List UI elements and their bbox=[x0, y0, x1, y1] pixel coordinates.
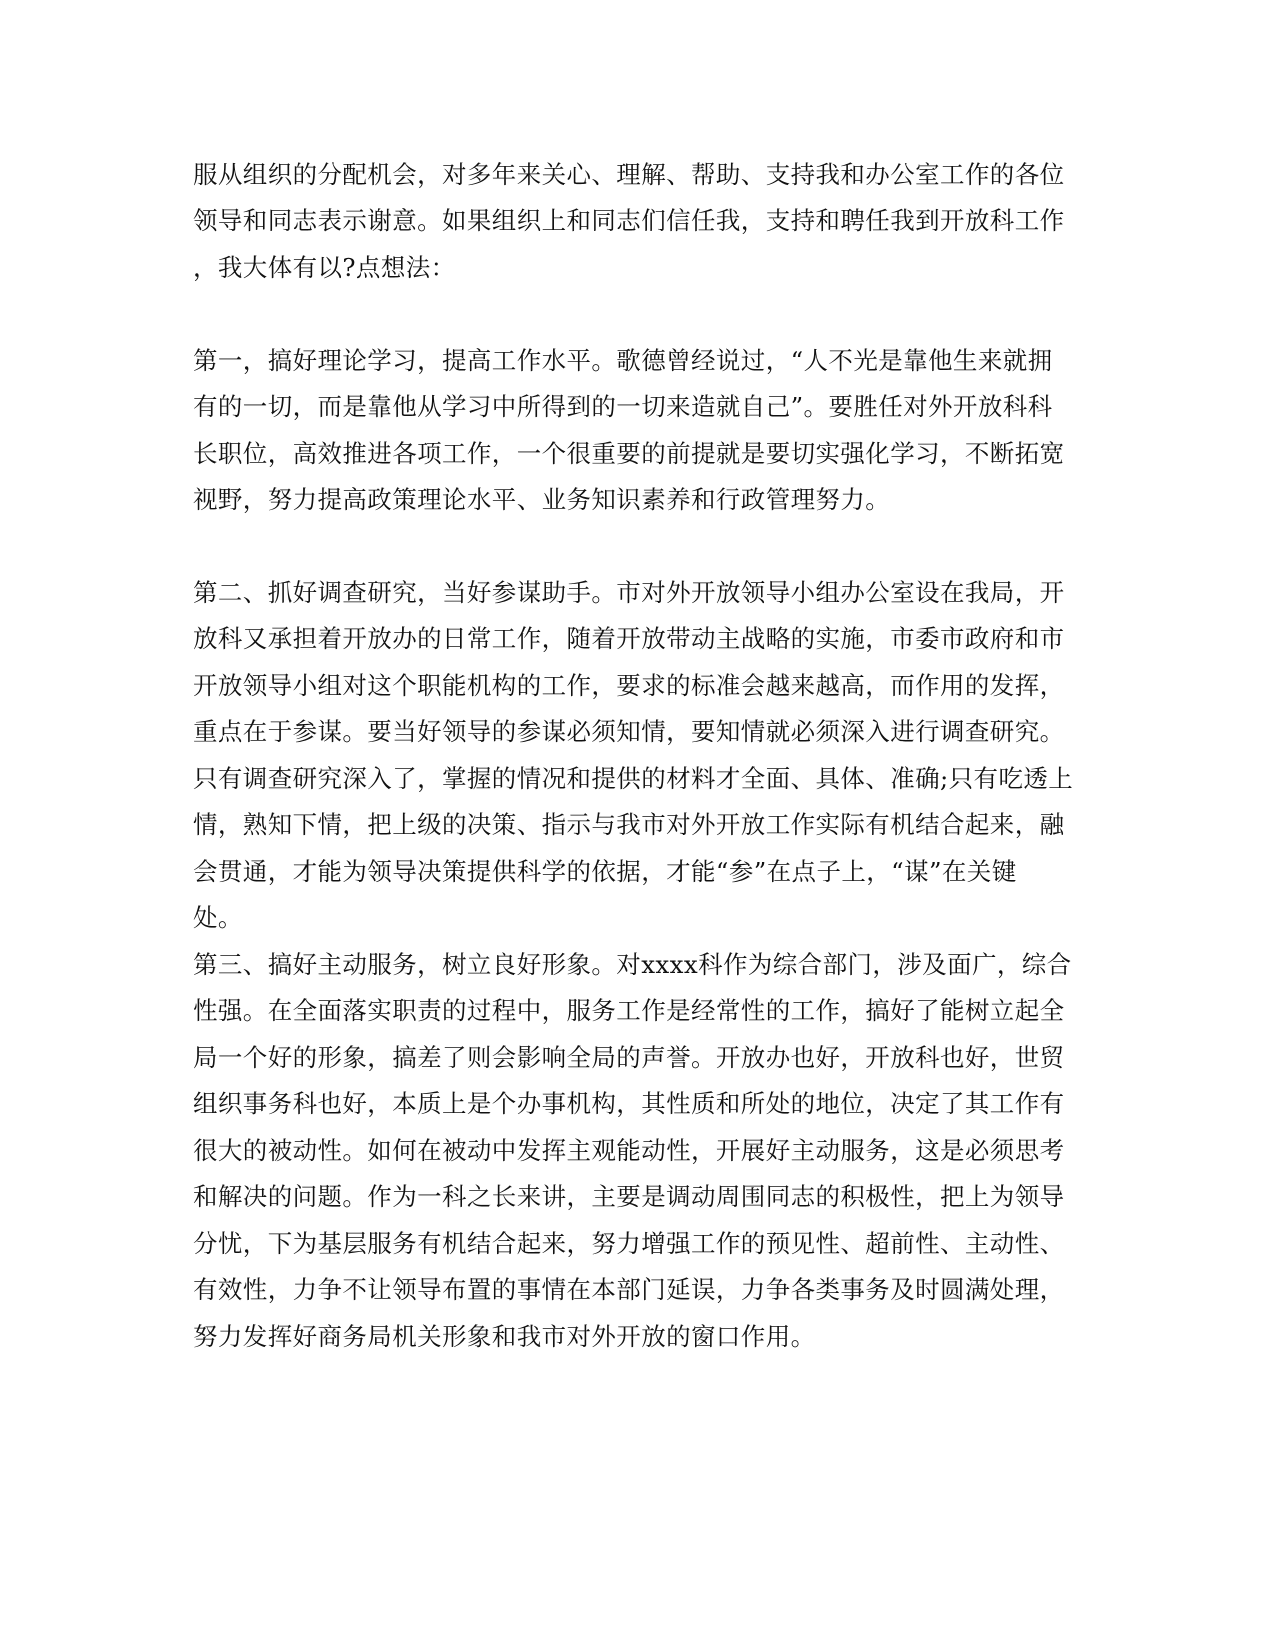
text-line-13: 情，熟知下情，把上级的决策、指示与我市对外开放工作实际有机结合起来，融 bbox=[193, 810, 1065, 839]
text-line-23: 有效性，力争不让领导布置的事情在本部门延误，力争各类事务及时圆满处理， bbox=[193, 1275, 1065, 1304]
text-line-5: 有的一切，而是靠他从学习中所得到的一切来造就自己”。要胜任对外开放科科 bbox=[193, 392, 1053, 421]
text-line-22: 分忧，下为基层服务有机结合起来，努力增强工作的预见性、超前性、主动性、 bbox=[193, 1229, 1065, 1258]
text-line-10: 开放领导小组对这个职能机构的工作，要求的标准会越来越高，而作用的发挥， bbox=[193, 671, 1065, 700]
text-line-24: 努力发挥好商务局机关形象和我市对外开放的窗口作用。 bbox=[193, 1322, 816, 1351]
text-line-20: 很大的被动性。如何在被动中发挥主观能动性，开展好主动服务，这是必须思考 bbox=[193, 1136, 1065, 1165]
text-line-1: 服从组织的分配机会，对多年来关心、理解、帮助、支持我和办公室工作的各位 bbox=[193, 160, 1065, 189]
text-line-17: 性强。在全面落实职责的过程中，服务工作是经常性的工作，搞好了能树立起全 bbox=[193, 996, 1065, 1025]
text-line-11: 重点在于参谋。要当好领导的参谋必须知情，要知情就必须深入进行调查研究。 bbox=[193, 717, 1065, 746]
text-line-15: 处。 bbox=[193, 903, 243, 932]
text-line-6: 长职位，高效推进各项工作，一个很重要的前提就是要切实强化学习，不断拓宽 bbox=[193, 439, 1065, 468]
text-line-4: 第一，搞好理论学习，提高工作水平。歌德曾经说过，“人不光是靠他生来就拥 bbox=[193, 346, 1053, 375]
text-line-3: ，我大体有以?点想法： bbox=[193, 253, 456, 282]
text-line-9: 放科又承担着开放办的日常工作，随着开放带动主战略的实施，市委市政府和市 bbox=[193, 624, 1065, 653]
text-line-7: 视野，努力提高政策理论水平、业务知识素养和行政管理努力。 bbox=[193, 485, 891, 514]
text-line-21: 和解决的问题。作为一科之长来讲，主要是调动周围同志的积极性，把上为领导 bbox=[193, 1182, 1065, 1211]
text-line-16: 第三、搞好主动服务，树立良好形象。对xxxx科作为综合部门，涉及面广，综合 bbox=[193, 950, 1072, 979]
text-line-19: 组织事务科也好，本质上是个办事机构，其性质和所处的地位，决定了其工作有 bbox=[193, 1089, 1065, 1118]
text-line-2: 领导和同志表示谢意。如果组织上和同志们信任我，支持和聘任我到开放科工作 bbox=[193, 206, 1065, 235]
text-line-8: 第二、抓好调查研究，当好参谋助手。市对外开放领导小组办公室设在我局，开 bbox=[193, 578, 1065, 607]
text-line-14: 会贯通，才能为领导决策提供科学的依据，才能“参”在点子上，“谋”在关键 bbox=[193, 857, 1017, 886]
text-line-18: 局一个好的形象，搞差了则会影响全局的声誉。开放办也好，开放科也好，世贸 bbox=[193, 1043, 1065, 1072]
text-line-12: 只有调查研究深入了，掌握的情况和提供的材料才全面、具体、准确;只有吃透上 bbox=[193, 764, 1074, 793]
